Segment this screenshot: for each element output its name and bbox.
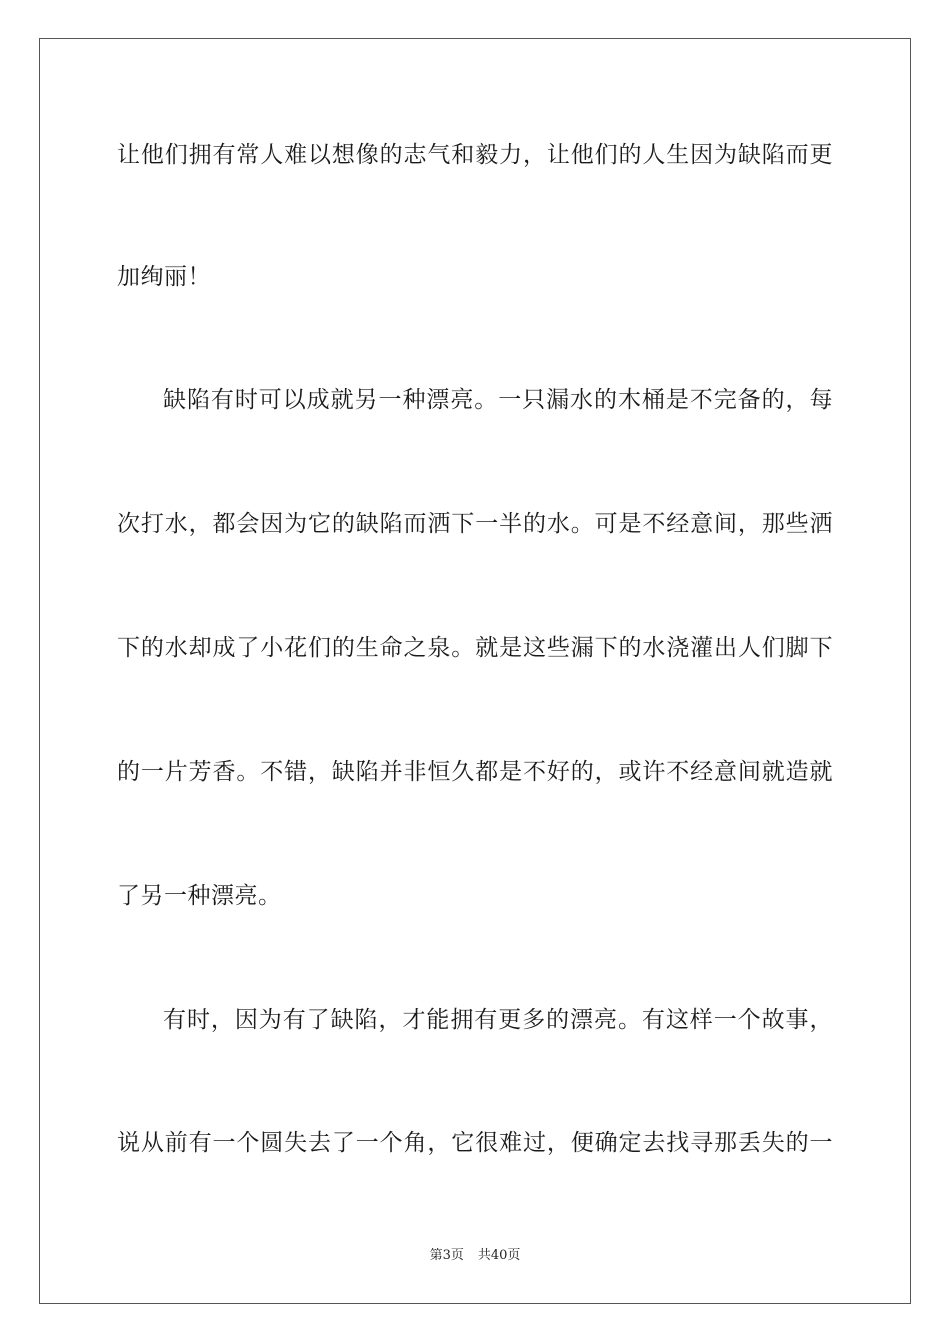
paragraph-start-line-8: 有时，因为有了缺陷，才能拥有更多的漂亮。有这样一个故事，: [163, 1007, 833, 1033]
text-line-6: 的一片芳香。不错，缺陷并非恒久都是不好的，或许不经意间就造就: [117, 759, 833, 785]
text-line-5: 下的水却成了小花们的生命之泉。就是这些漏下的水浇灌出人们脚下: [117, 635, 833, 661]
total-pages: 共40页: [477, 1248, 521, 1263]
page-footer: [0, 1247, 950, 1265]
text-line-7: 了另一种漂亮。: [117, 883, 282, 909]
paragraph-start-line-3: 缺陷有时可以成就另一种漂亮。一只漏水的木桶是不完备的，每: [163, 387, 833, 413]
text-line-9: 说从前有一个圆失去了一个角，它很难过，便确定去找寻那丢失的一: [117, 1130, 833, 1156]
page-border: [39, 38, 911, 1304]
text-line-4: 次打水，都会因为它的缺陷而洒下一半的水。可是不经意间，那些洒: [117, 511, 833, 537]
text-line-2: 加绚丽！: [117, 264, 211, 290]
current-page-number: 第3页: [429, 1248, 464, 1263]
text-line-1: 让他们拥有常人难以想像的志气和毅力，让他们的人生因为缺陷而更: [117, 142, 833, 168]
